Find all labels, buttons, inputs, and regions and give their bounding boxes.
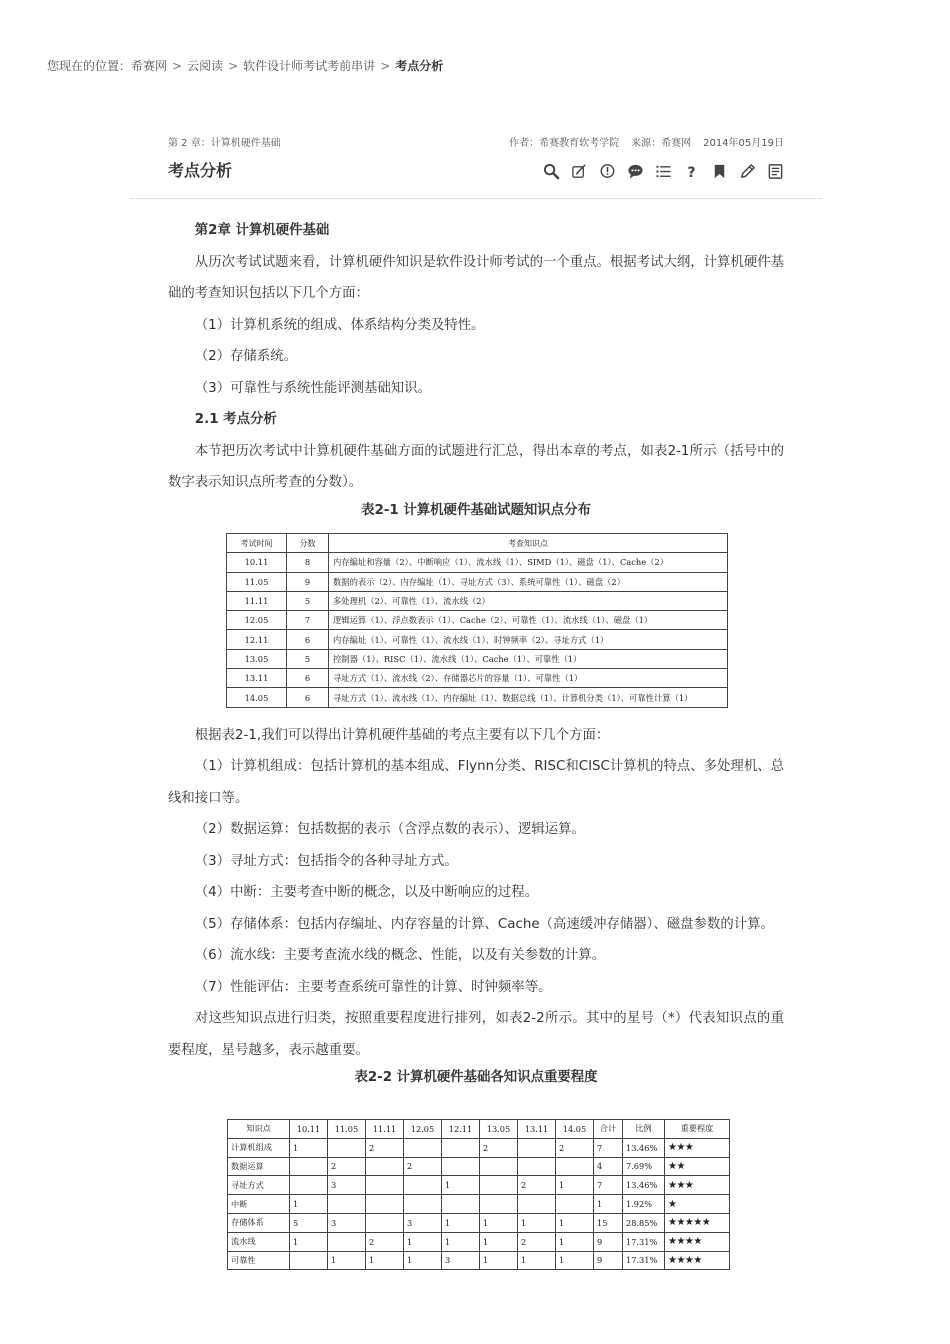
importance-stars-cell: ★★★★ [665, 1232, 730, 1251]
table-cell: 3 [328, 1176, 366, 1195]
table-header-row [228, 1120, 730, 1139]
score-cell: 7 [287, 611, 329, 630]
table-cell [328, 1232, 366, 1251]
importance-stars-cell: ★★★★ [665, 1251, 730, 1270]
breadcrumb-prefix: 您现在的位置： [47, 59, 132, 73]
table-cell: 1 [594, 1195, 623, 1214]
knowledge-cell: 控制器（1）、RISC（1）、流水线（1）、Cache（1）、可靠性（1） [329, 649, 728, 668]
table-row [227, 630, 728, 649]
table-row [228, 1251, 730, 1270]
paragraph: 对这些知识点进行归类，按照重要程度进行排列，如表2-2所示。其中的星号（*）代表知识点的重要程度，星号越多，表示越重要。 [168, 1011, 784, 1058]
table-cell: 17.31% [623, 1232, 665, 1251]
table-cell [366, 1213, 404, 1232]
table-cell [518, 1157, 556, 1176]
question-icon[interactable] [683, 163, 700, 180]
table-header-cell: 知识点 [228, 1120, 290, 1139]
paragraph: （2）数据运算：包括数据的表示（含浮点数的表示）、逻辑运算。 [194, 822, 585, 837]
table-cell [480, 1157, 518, 1176]
table-header-cell: 12.05 [404, 1120, 442, 1139]
table-cell: 2 [404, 1157, 442, 1176]
author-label: 作者：希赛教育软考学院 [509, 138, 620, 149]
table-cell: 1 [480, 1213, 518, 1232]
table-cell: 1 [480, 1232, 518, 1251]
section-heading: 2.1 考点分析 [194, 412, 277, 427]
table-header-cell: 考试时间 [227, 534, 287, 553]
table-cell [366, 1157, 404, 1176]
knowledge-point-cell: 存储体系 [228, 1213, 290, 1232]
table-row [228, 1232, 730, 1251]
table-cell: 1 [556, 1213, 594, 1232]
score-cell: 6 [287, 688, 329, 707]
article-toolbar [543, 163, 784, 180]
table-cell: 1 [518, 1213, 556, 1232]
table-row [228, 1195, 730, 1214]
table-cell: 1 [366, 1251, 404, 1270]
table-cell: 1 [480, 1251, 518, 1270]
exam-date-cell: 14.05 [227, 688, 287, 707]
knowledge-point-cell: 可靠性 [228, 1251, 290, 1270]
breadcrumb-current: 考点分析 [395, 59, 444, 73]
table-cell: 4 [594, 1157, 623, 1176]
paragraph: （1）计算机系统的组成、体系结构分类及特性。 [194, 317, 485, 333]
score-cell: 9 [287, 572, 329, 591]
header-divider [130, 198, 822, 199]
paragraph: 从历次考试试题来看，计算机硬件知识是软件设计师考试的一个重点。根据考试大纲，计算机硬件基础的考查知识包括以下几个方面： [168, 254, 784, 301]
exam-date-cell: 10.11 [227, 553, 287, 572]
table-row [228, 1138, 730, 1157]
table-header-cell: 比例 [623, 1120, 665, 1139]
table-row [227, 669, 728, 688]
search-icon[interactable] [543, 163, 560, 180]
table-cell [556, 1195, 594, 1214]
table-cell [518, 1138, 556, 1157]
table-cell: 2 [366, 1138, 404, 1157]
table-header-cell: 13.05 [480, 1120, 518, 1139]
pencil-icon[interactable] [739, 163, 756, 180]
table-row [227, 611, 728, 630]
table-row [228, 1213, 730, 1232]
table-cell: 1 [556, 1232, 594, 1251]
table-cell [518, 1195, 556, 1214]
knowledge-point-cell: 流水线 [228, 1232, 290, 1251]
knowledge-cell: 寻址方式（1）、流水线（1）、内存编址（1）、数据总线（1）、计算机分类（1）、可靠性计算（1） [329, 688, 728, 707]
table-cell: 5 [290, 1213, 328, 1232]
knowledge-cell: 内存编址（1）、可靠性（1）、流水线（1）、时钟频率（2）、寻址方式（1） [329, 630, 728, 649]
knowledge-cell: 寻址方式（1）、流水线（2）、存储器芯片的容量（1）、可靠性（1） [329, 669, 728, 688]
table-cell: 1 [404, 1251, 442, 1270]
table-cell: 2 [518, 1232, 556, 1251]
table-cell: 2 [366, 1232, 404, 1251]
table-cell: 1 [404, 1232, 442, 1251]
page-title: 考点分析 [168, 161, 233, 180]
importance-stars-cell: ★★★ [665, 1138, 730, 1157]
exam-date-cell: 13.05 [227, 649, 287, 668]
article-meta [509, 134, 784, 149]
question-glyph: ? [687, 165, 696, 180]
knowledge-distribution-table [226, 533, 728, 708]
table-cell: 1 [290, 1232, 328, 1251]
date-label: 2014年05月19日 [703, 138, 784, 149]
table-header-cell: 考查知识点 [329, 534, 728, 553]
table1-caption: 表2-1 计算机硬件基础试题知识点分布 [361, 502, 591, 518]
table-cell: 1 [442, 1232, 480, 1251]
table-cell [328, 1138, 366, 1157]
importance-stars-cell: ★★ [665, 1157, 730, 1176]
exam-date-cell: 12.05 [227, 611, 287, 630]
table-header-cell: 14.05 [556, 1120, 594, 1139]
table-cell: 9 [594, 1232, 623, 1251]
breadcrumb-link-cloud-read[interactable]: 云阅读 [187, 59, 224, 73]
exam-date-cell: 13.11 [227, 669, 287, 688]
knowledge-point-cell: 计算机组成 [228, 1138, 290, 1157]
table-cell [480, 1176, 518, 1195]
table-cell [442, 1138, 480, 1157]
breadcrumb-separator: > [172, 59, 183, 73]
table-cell: 1 [556, 1251, 594, 1270]
table-cell: 13.46% [623, 1176, 665, 1195]
exam-date-cell: 12.11 [227, 630, 287, 649]
table-cell: 1 [328, 1251, 366, 1270]
article-header [168, 132, 784, 184]
paragraph: 根据表2-1,我们可以得出计算机硬件基础的考点主要有以下几个方面： [194, 727, 610, 743]
table-cell [556, 1157, 594, 1176]
paragraph: （6）流水线：主要考查流水线的概念、性能，以及有关参数的计算。 [194, 948, 606, 963]
importance-stars-cell: ★ [665, 1195, 730, 1214]
table-header-cell: 重要程度 [665, 1120, 730, 1139]
breadcrumb-link-home[interactable]: 希赛网 [131, 59, 168, 73]
table-header-cell: 分数 [287, 534, 329, 553]
table-row [227, 688, 728, 707]
paragraph: （3）寻址方式：包括指令的各种寻址方式。 [194, 853, 458, 869]
table-header-row [227, 534, 728, 553]
table-row [227, 649, 728, 668]
score-cell: 5 [287, 591, 329, 610]
importance-stars-cell: ★★★★★ [665, 1213, 730, 1232]
table-header-cell: 10.11 [290, 1120, 328, 1139]
knowledge-point-cell: 数据运算 [228, 1157, 290, 1176]
paragraph: 本节把历次考试中计算机硬件基础方面的试题进行汇总，得出本章的考点，如表2-1所示（括号中的数字表示知识点所考查的分数）。 [168, 443, 784, 490]
bookmark-icon[interactable] [711, 163, 728, 180]
table-cell [404, 1176, 442, 1195]
table-cell: 2 [556, 1138, 594, 1157]
table-cell: 2 [518, 1176, 556, 1195]
table-cell [480, 1195, 518, 1214]
comment-icon[interactable] [627, 163, 644, 180]
score-cell: 6 [287, 630, 329, 649]
table-cell [404, 1195, 442, 1214]
table-header-cell: 11.11 [366, 1120, 404, 1139]
table-header-cell: 12.11 [442, 1120, 480, 1139]
table-cell [290, 1176, 328, 1195]
table-cell: 1.92% [623, 1195, 665, 1214]
table-cell: 15 [594, 1213, 623, 1232]
breadcrumb [47, 57, 443, 74]
exam-date-cell: 11.05 [227, 572, 287, 591]
table-cell: 3 [328, 1213, 366, 1232]
breadcrumb-link-book[interactable]: 软件设计师考试考前串讲 [243, 59, 376, 73]
table-cell [442, 1195, 480, 1214]
table-row [228, 1176, 730, 1195]
table-cell [290, 1157, 328, 1176]
importance-stars-cell: ★★★ [665, 1176, 730, 1195]
table-cell: 2 [328, 1157, 366, 1176]
table-header-cell: 13.11 [518, 1120, 556, 1139]
table-cell: 3 [442, 1251, 480, 1270]
source-label: 来源：希赛网 [631, 138, 692, 149]
paragraph: （2）存储系统。 [194, 349, 298, 364]
knowledge-cell: 内存编址和容量（2）、中断响应（1）、流水线（1）、SIMD（1）、磁盘（1）、Cache（2） [329, 553, 728, 572]
table-cell: 1 [556, 1176, 594, 1195]
table-cell [404, 1138, 442, 1157]
table-cell: 13.46% [623, 1138, 665, 1157]
note-icon[interactable] [571, 163, 588, 180]
table-cell: 7 [594, 1138, 623, 1157]
error-report-icon[interactable] [599, 163, 616, 180]
table-row [228, 1157, 730, 1176]
table-cell: 17.31% [623, 1251, 665, 1270]
table-header-cell: 合计 [594, 1120, 623, 1139]
table2-caption: 表2-2 计算机硬件基础各知识点重要程度 [354, 1070, 598, 1085]
table-cell: 28.85% [623, 1213, 665, 1232]
table-cell: 1 [518, 1251, 556, 1270]
breadcrumb-separator: > [380, 59, 391, 73]
table-cell: 3 [404, 1213, 442, 1232]
paragraph: （1）计算机组成：包括计算机的基本组成、Flynn分类、RISC和CISC计算机的特点、多处理机、总线和接口等。 [168, 759, 784, 806]
knowledge-cell: 数据的表示（2）、内存编址（1）、寻址方式（3）、系统可靠性（1）、磁盘（2） [329, 572, 728, 591]
table-header-cell: 11.05 [328, 1120, 366, 1139]
score-cell: 5 [287, 649, 329, 668]
table-row [227, 553, 728, 572]
score-cell: 8 [287, 553, 329, 572]
table-row [227, 572, 728, 591]
score-cell: 6 [287, 669, 329, 688]
breadcrumb-separator: > [228, 59, 239, 73]
table-cell: 1 [442, 1213, 480, 1232]
chapter-heading: 第2章 计算机硬件基础 [194, 223, 330, 238]
table-cell: 1 [442, 1176, 480, 1195]
table-row [227, 591, 728, 610]
chapter-label: 第 2 章：计算机硬件基础 [168, 138, 281, 149]
table-cell: 7 [594, 1176, 623, 1195]
table-cell [366, 1195, 404, 1214]
knowledge-cell: 逻辑运算（1）、浮点数表示（1）、Cache（2）、可靠性（1）、流水线（1）、磁盘（1） [329, 611, 728, 630]
knowledge-point-cell: 中断 [228, 1195, 290, 1214]
paragraph: （3）可靠性与系统性能评测基础知识。 [194, 380, 431, 396]
table-cell: 2 [480, 1138, 518, 1157]
knowledge-point-cell: 寻址方式 [228, 1176, 290, 1195]
paragraph: （4）中断：主要考查中断的概念，以及中断响应的过程。 [194, 885, 539, 900]
table-cell: 7.69% [623, 1157, 665, 1176]
table-cell [290, 1251, 328, 1270]
table-cell: 1 [290, 1195, 328, 1214]
knowledge-cell: 多处理机（2）、可靠性（1）、流水线（2） [329, 591, 728, 610]
list-icon[interactable] [655, 163, 672, 180]
paragraph: （5）存储体系：包括内存编址、内存容量的计算、Cache（高速缓冲存储器）、磁盘参数的计算。 [194, 916, 774, 932]
table-cell [328, 1195, 366, 1214]
exam-date-cell: 11.11 [227, 591, 287, 610]
knowledge-importance-table [227, 1119, 730, 1270]
table-cell: 9 [594, 1251, 623, 1270]
paragraph: （7）性能评估：主要考查系统可靠性的计算、时钟频率等。 [194, 979, 552, 995]
table-cell [442, 1157, 480, 1176]
table-cell: 1 [290, 1138, 328, 1157]
table-cell [366, 1176, 404, 1195]
document-icon[interactable] [767, 163, 784, 180]
